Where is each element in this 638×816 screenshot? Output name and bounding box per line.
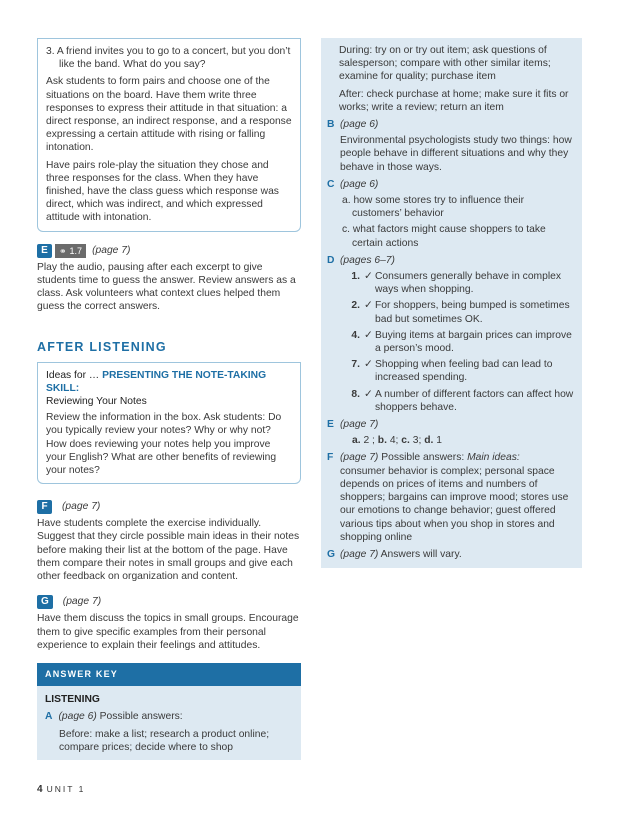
item-number: 7. bbox=[351, 359, 360, 371]
list-item bbox=[340, 270, 574, 296]
e-b-value: 4; bbox=[389, 435, 399, 447]
answer-c-page: (page 6) bbox=[340, 178, 379, 190]
section-e-text: Play the audio, pausing after each excerpt to give students time to guess the answer. Review answers as a class. Ask volunteers what context clues helped them guess the correct answers. bbox=[37, 261, 296, 313]
answer-a-during: During: try on or try out item; ask questions of salesperson; compare with other similar items; examine for quality; purchase item bbox=[339, 45, 551, 83]
answer-a-page: (page 6) bbox=[58, 711, 97, 723]
e-c-label: c. bbox=[401, 435, 410, 447]
answer-f-lead: Possible answers: bbox=[381, 452, 465, 464]
checkmark-icon: ✓ bbox=[364, 271, 373, 283]
e-a-label: a. bbox=[352, 435, 361, 447]
tip-paragraph-2: Have pairs role-play the situation they chose and three responses for the class. When they have finished, have the class guess which response was direct, which was indirect, and which expressed attitude with intonation. bbox=[46, 159, 279, 224]
item-number: 4. bbox=[351, 329, 360, 341]
audio-track-badge[interactable] bbox=[55, 244, 86, 258]
left-column bbox=[37, 38, 301, 760]
section-g bbox=[37, 595, 301, 652]
checkmark-icon: ✓ bbox=[364, 359, 373, 371]
answer-a-letter: A bbox=[45, 711, 53, 723]
answer-c-letter: C bbox=[327, 178, 335, 190]
audio-track-number: 1.7 bbox=[69, 245, 83, 256]
answer-b-letter: B bbox=[327, 119, 335, 131]
answer-e-letter: E bbox=[327, 419, 334, 431]
answer-d-page: (pages 6–7) bbox=[340, 254, 395, 266]
answer-g-letter: G bbox=[327, 548, 336, 560]
section-f-letter: F bbox=[37, 500, 52, 514]
answer-g-text: Answers will vary. bbox=[380, 548, 462, 560]
answer-e-page: (page 7) bbox=[340, 419, 379, 431]
section-e-letter: E bbox=[37, 244, 52, 258]
list-item bbox=[340, 358, 574, 384]
answer-d bbox=[327, 254, 574, 414]
answer-f-text: consumer behavior is complex; personal space depends on prices of items and numbers of shoppers; bargains can improve mood; stores use our emotions to change behavior; guest offered various tips about when you shop in stores and shopping online bbox=[340, 465, 569, 543]
answer-e-values bbox=[340, 434, 574, 447]
answer-b-page: (page 6) bbox=[340, 119, 379, 131]
item-text: Buying items at bargain prices can improve a person’s mood. bbox=[375, 329, 572, 355]
answer-key-title: ANSWER KEY bbox=[37, 663, 301, 686]
section-f-text: Have students complete the exercise individually. Suggest that they circle possible main ideas in their notes before making their list at the bottom of the page. Have them compare their notes in small groups and give each other feedback on organization and content. bbox=[37, 518, 300, 583]
answer-g bbox=[327, 548, 574, 561]
answer-b bbox=[327, 118, 574, 174]
page-number: 4 bbox=[37, 784, 43, 795]
question-3: 3. A friend invites you to go to a concert, but you don’t like the band. What do you say? bbox=[46, 46, 291, 71]
section-f-page: (page 7) bbox=[62, 501, 101, 513]
section-e-page: (page 7) bbox=[92, 244, 131, 256]
answer-f bbox=[327, 451, 574, 543]
section-g-letter: G bbox=[37, 595, 53, 609]
answer-a-text: Possible answers: bbox=[99, 711, 183, 723]
checkmark-icon: ✓ bbox=[364, 300, 373, 312]
e-c-value: 3; bbox=[412, 435, 422, 447]
e-d-value: 1 bbox=[436, 435, 442, 447]
item-text: Shopping when feeling bad can lead to increased spending. bbox=[375, 359, 553, 384]
e-d-label: d. bbox=[424, 435, 434, 447]
after-listening-heading: AFTER LISTENING bbox=[37, 340, 167, 355]
section-g-text: Have them discuss the topics in small groups. Encourage them to give specific examples from their personal experience to explain their feelings and attitudes. bbox=[37, 613, 299, 651]
headphones-icon: ⚭ bbox=[59, 245, 67, 256]
ideas-heading bbox=[46, 369, 292, 395]
answer-d-letter: D bbox=[327, 254, 335, 266]
right-column bbox=[321, 38, 582, 568]
answer-b-text: Environmental psychologists study two things: how people behave in different situations and why they behave in those ways. bbox=[340, 135, 572, 173]
item-number: 2. bbox=[351, 300, 360, 312]
list-item bbox=[340, 329, 574, 355]
answer-key-body bbox=[37, 686, 301, 760]
list-item bbox=[340, 299, 574, 325]
e-b-label: b. bbox=[377, 435, 387, 447]
section-g-page: (page 7) bbox=[62, 596, 102, 608]
answer-g-page: (page 7) bbox=[340, 548, 379, 560]
answer-key-continued bbox=[321, 38, 582, 568]
unit-label: UNIT 1 bbox=[46, 784, 86, 794]
item-number: 1. bbox=[351, 271, 360, 283]
ideas-prefix: Ideas for … bbox=[46, 369, 100, 381]
checkmark-icon: ✓ bbox=[364, 388, 373, 400]
item-number: 8. bbox=[351, 388, 360, 400]
answer-f-main-ideas: Main ideas: bbox=[467, 452, 520, 464]
ideas-box bbox=[37, 362, 301, 485]
page-footer bbox=[37, 783, 85, 796]
list-item bbox=[340, 388, 574, 414]
answer-c-c: c. what factors might cause shoppers to take certain actions bbox=[342, 224, 546, 249]
answer-a-before: Before: make a list; research a product online; compare prices; decide where to shop bbox=[59, 728, 270, 753]
answer-a bbox=[45, 710, 293, 723]
listening-heading: LISTENING bbox=[45, 694, 100, 706]
e-a-value: 2 ; bbox=[363, 435, 375, 447]
item-text: Consumers generally behave in complex ways when shopping. bbox=[375, 271, 562, 296]
answer-c bbox=[327, 178, 574, 250]
ideas-title: PRESENTING THE NOTE-TAKING SKILL: bbox=[46, 369, 267, 394]
ideas-text: Review the information in the box. Ask students: Do you typically review your notes? Why or why not? How does reviewing your notes help you improve your English? What are other benefits of reviewing your notes? bbox=[46, 412, 282, 477]
item-text: For shoppers, being bumped is sometimes bad but sometimes OK. bbox=[375, 300, 570, 325]
activity-tip-box bbox=[37, 38, 301, 232]
item-text: A number of different factors can affect how shoppers behave. bbox=[375, 388, 574, 413]
answer-d-list bbox=[340, 270, 574, 414]
answer-f-letter: F bbox=[327, 452, 334, 464]
checkmark-icon: ✓ bbox=[364, 329, 373, 341]
section-f bbox=[37, 500, 301, 583]
answer-c-a: a. how some stores try to influence their customers’ behavior bbox=[342, 195, 524, 220]
answer-f-page: (page 7) bbox=[340, 452, 379, 464]
answer-e bbox=[327, 418, 574, 447]
section-e bbox=[37, 244, 301, 314]
tip-paragraph-1: Ask students to form pairs and choose one of the situations on the board. Have them write three responses to express their attitude in that situation: a direct response, an indirect response, and a response expressing a certain attitude with rising or falling intonation. bbox=[46, 76, 292, 154]
ideas-subtitle: Reviewing Your Notes bbox=[46, 396, 147, 408]
answer-a-after: After: check purchase at home; make sure it fits or works; write a review; return an item bbox=[339, 88, 569, 113]
